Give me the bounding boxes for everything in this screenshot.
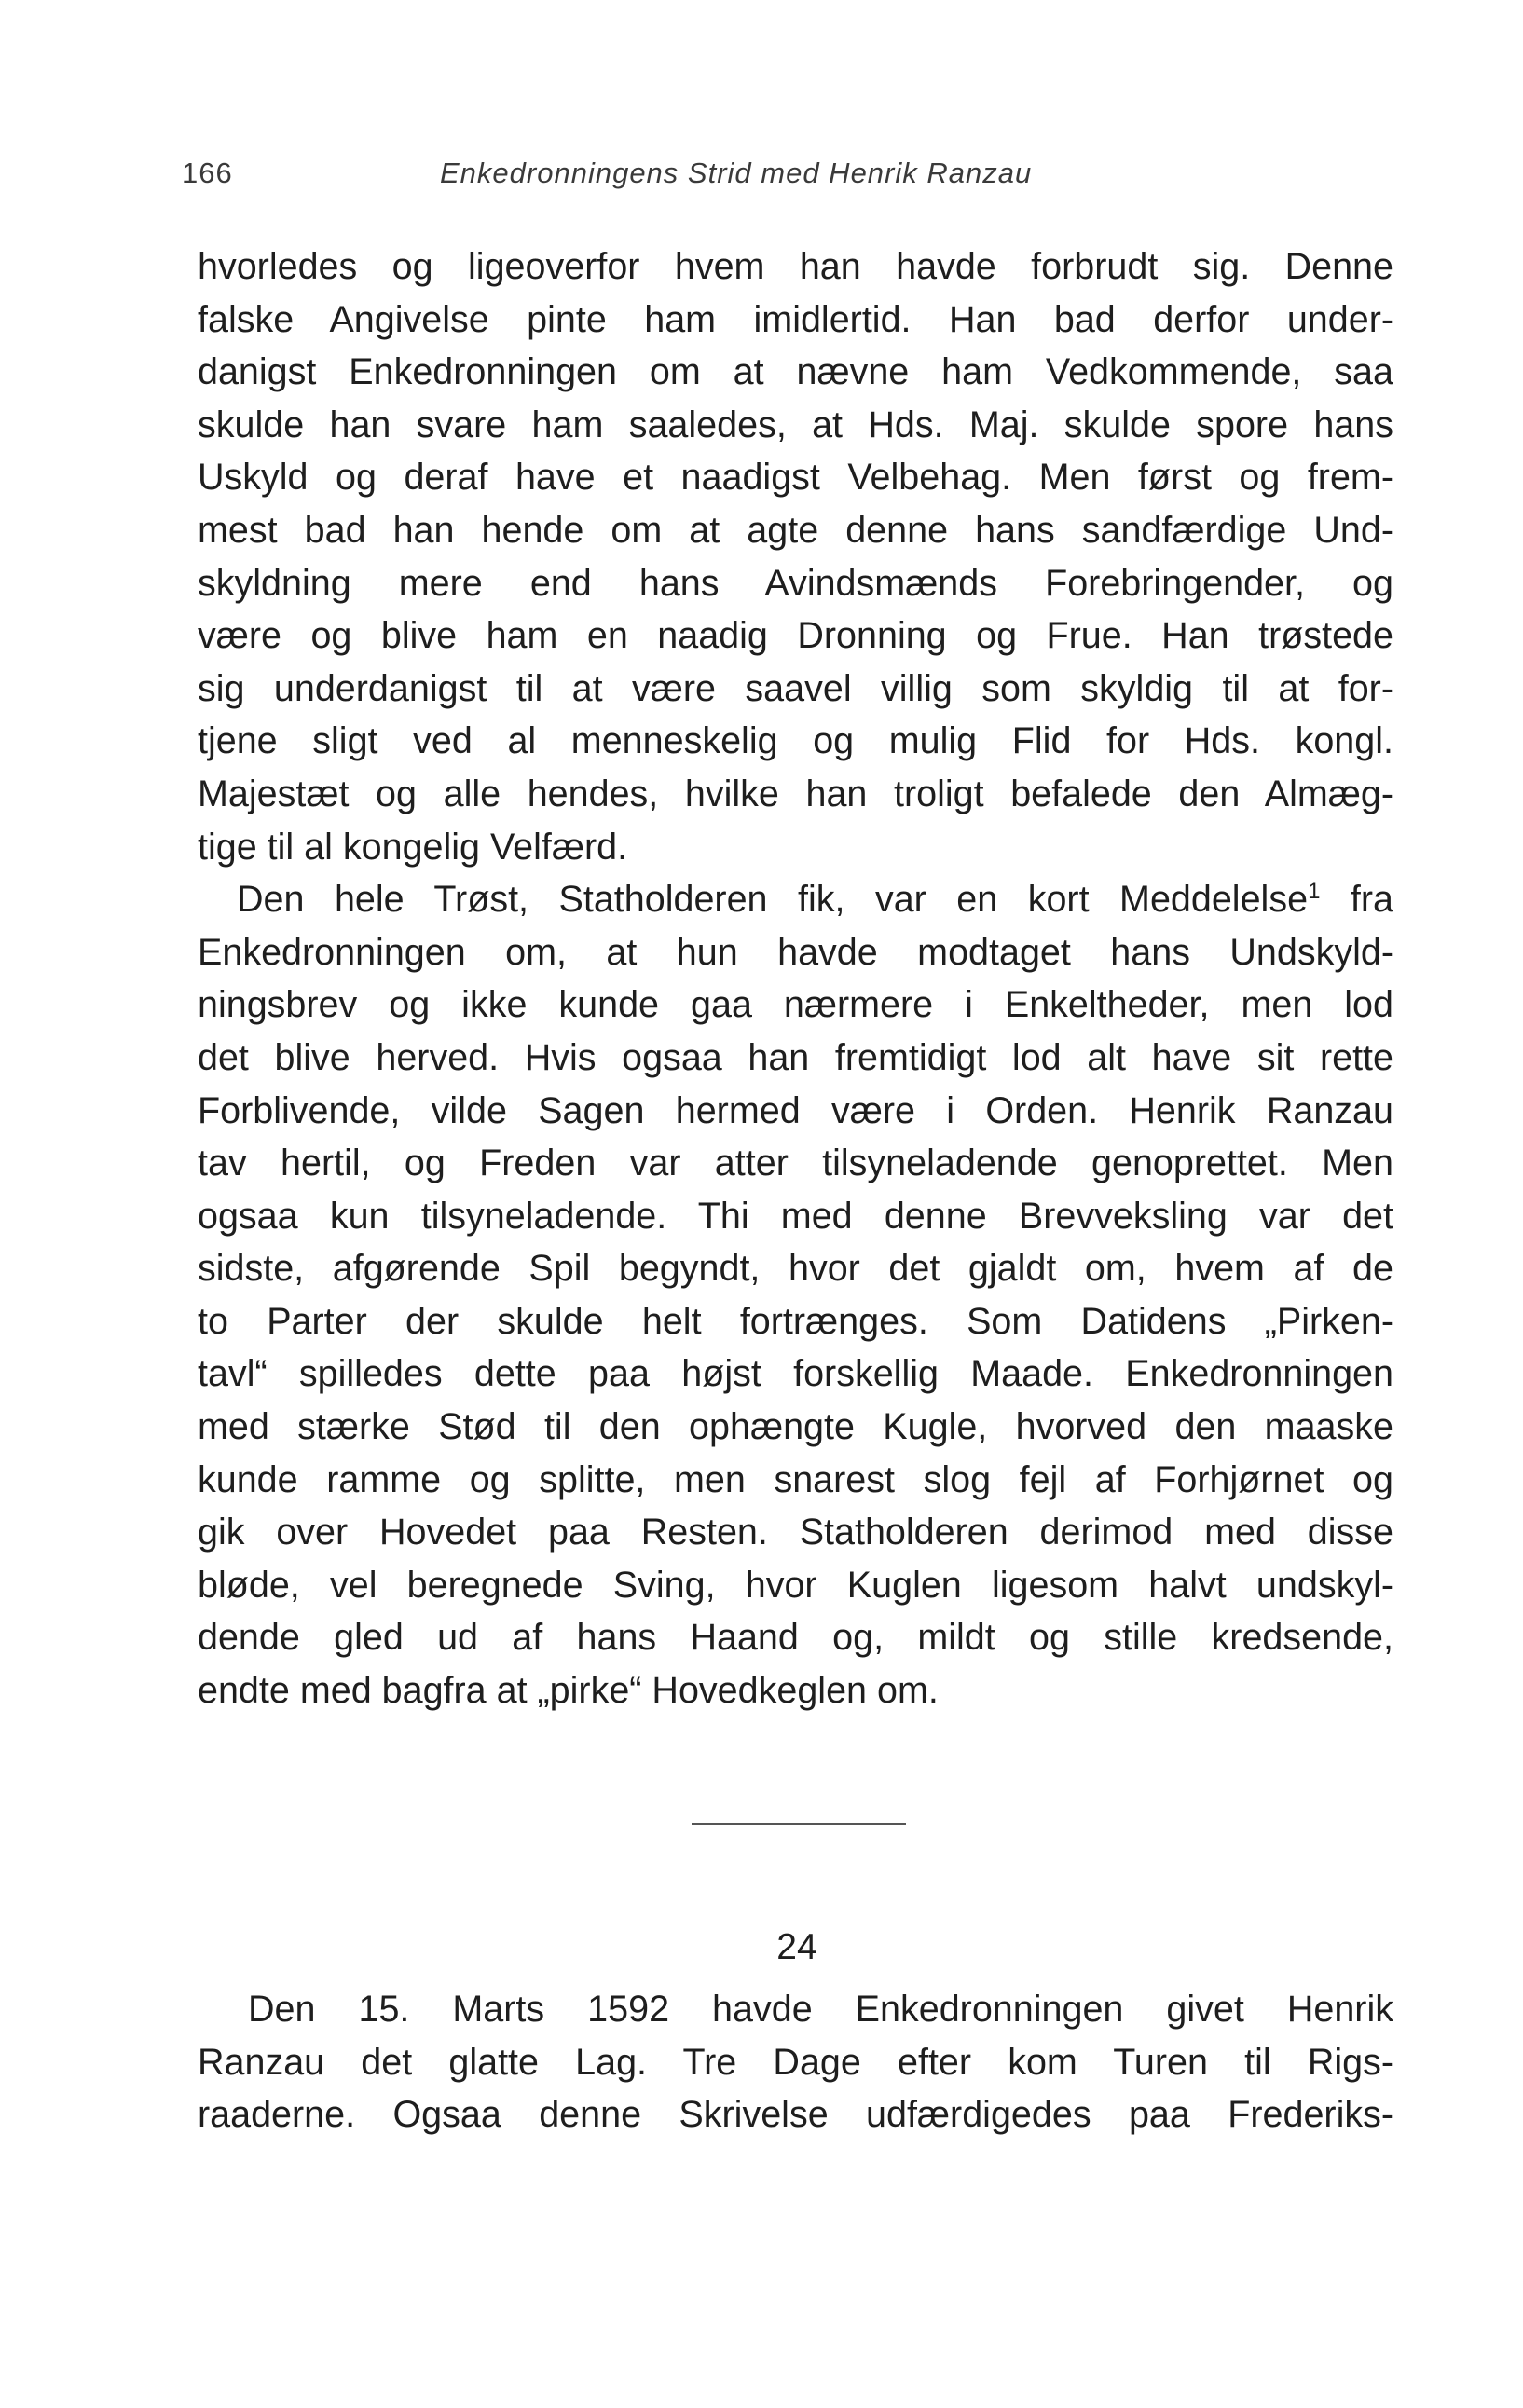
text-line: ningsbrev og ikke kunde gaa nærmere i Enkeltheder, men lod [198, 984, 1393, 1026]
text-line: ogsaa kun tilsyneladende. Thi med denne Brevveksling var det [198, 1195, 1393, 1237]
text-line: Forblivende, vilde Sagen hermed være i Orden. Henrik Ranzau [198, 1089, 1393, 1131]
text-line: dende gled ud af hans Haand og, mildt og stille kredsende, [198, 1617, 1393, 1659]
text-line: tav hertil, og Freden var atter tilsyneladende genoprettet. Men [198, 1142, 1393, 1184]
text-fragment: fra [1320, 879, 1393, 921]
running-head [182, 157, 1393, 203]
text-line: tavl“ spilledes dette paa højst forskellig Maade. Enkedronningen [198, 1353, 1393, 1395]
section-divider [692, 1823, 906, 1825]
text-line: mest bad han hende om at agte denne hans sandfærdige Und- [198, 509, 1393, 551]
text-line: Den 15. Marts 1592 havde Enkedronningen givet Henrik [248, 1989, 1393, 2030]
text-line: kunde ramme og splitte, men snarest slog fejl af Forhjørnet og [198, 1458, 1393, 1500]
text-line: gik over Hovedet paa Resten. Statholderen derimod med disse [198, 1512, 1393, 1553]
text-line: Uskyld og deraf have et naadigst Velbehag. Men først og frem- [198, 457, 1393, 499]
text-line: det blive herved. Hvis ogsaa han fremtidigt lod alt have sit rette [198, 1036, 1393, 1078]
section-number: 24 [776, 1927, 817, 1967]
text-line: med stærke Stød til den ophængte Kugle, hvorved den maaske [198, 1406, 1393, 1448]
text-line: raaderne. Ogsaa denne Skrivelse udfærdigedes paa Frederiks- [198, 2094, 1393, 2136]
text-line: sig underdanigst til at være saavel villig som skyldig til at for- [198, 667, 1393, 709]
running-title: Enkedronningens Strid med Henrik Ranzau [440, 157, 1033, 189]
text-line: Majestæt og alle hendes, hvilke han troligt befalede den Almæg- [198, 773, 1393, 814]
text-line: tige til al kongelig Velfærd. [198, 826, 628, 868]
text-line: endte med bagfra at „pirke“ Hovedkeglen om. [198, 1670, 939, 1712]
text-line: hvorledes og ligeoverfor hvem han havde forbrudt sig. Denne [198, 246, 1393, 287]
text-line: Ranzau det glatte Lag. Tre Dage efter kom Turen til Rigs- [198, 2041, 1393, 2083]
body-text [198, 240, 1393, 1717]
text-line: to Parter der skulde helt fortrænges. Som Datidens „Pirken- [198, 1300, 1393, 1342]
text-fragment: Den hele Trøst, Statholderen fik, var en kort Meddelelse [237, 879, 1309, 921]
text-line: Enkedronningen om, at hun havde modtaget hans Undskyld- [198, 931, 1393, 973]
footnote-mark: 1 [1308, 879, 1321, 905]
text-line: danigst Enkedronningen om at nævne ham Vedkommende, saa [198, 351, 1393, 393]
page-number: 166 [182, 157, 233, 189]
text-line: sidste, afgørende Spil begyndt, hvor det gjaldt om, hvem af de [198, 1248, 1393, 1290]
section-text [198, 1983, 1393, 2141]
text-line: være og blive ham en naadig Dronning og Frue. Han trøstede [198, 615, 1393, 657]
text-line: skulde han svare ham saaledes, at Hds. Maj. skulde spore hans [198, 404, 1393, 445]
paragraph-first-line [198, 873, 1393, 926]
text-line: falske Angivelse pinte ham imidlertid. Han bad derfor under- [198, 298, 1393, 340]
text-line: bløde, vel beregnede Sving, hvor Kuglen ligesom halvt undskyl- [198, 1564, 1393, 1606]
text-line: tjene sligt ved al menneskelig og mulig Flid for Hds. kongl. [198, 720, 1393, 762]
text-line: skyldning mere end hans Avindsmænds Forebringender, og [198, 562, 1393, 604]
